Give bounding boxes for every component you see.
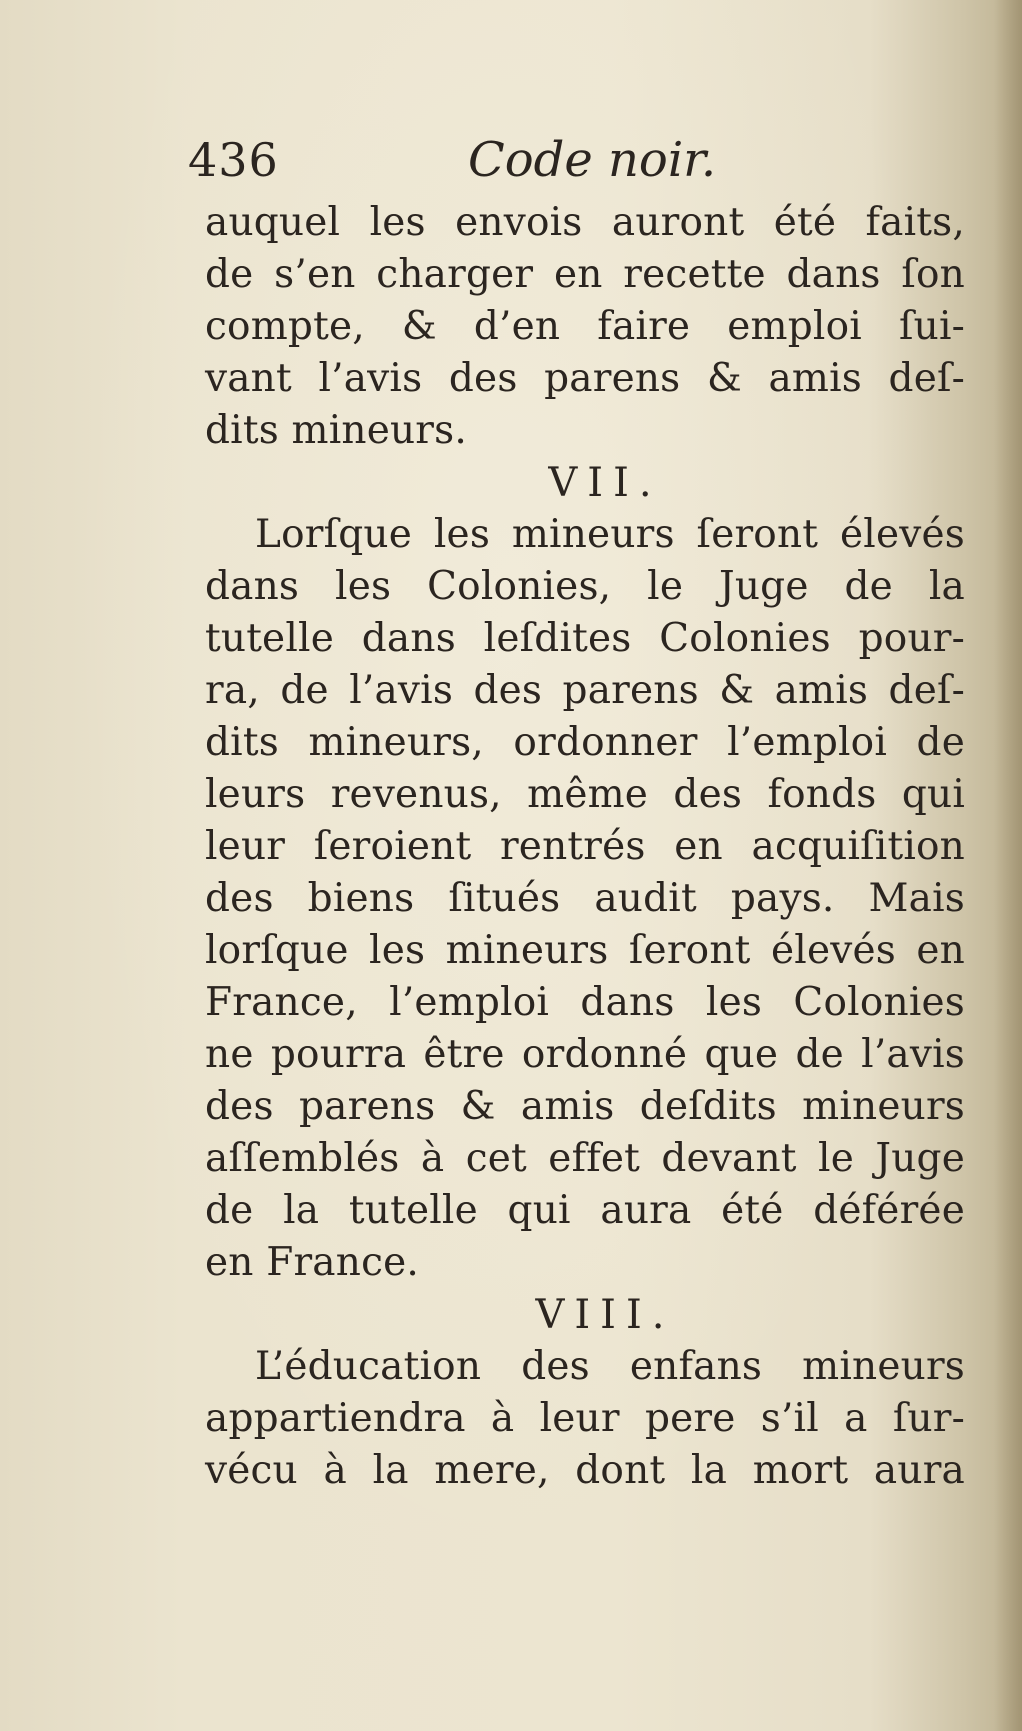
running-title: Code noir. xyxy=(468,132,717,188)
text-line: dits mineurs. xyxy=(205,408,467,453)
text-line: de s’en charger en recette dans ſon xyxy=(205,252,965,297)
text-line: auquel les envois auront été faits, xyxy=(205,200,965,245)
page-number: 436 xyxy=(188,133,279,187)
article-heading-viii: VIII. xyxy=(535,1292,675,1338)
text-line: en France. xyxy=(205,1240,419,1285)
text-line: France, l’emploi dans les Colonies xyxy=(205,980,965,1025)
text-line: vécu à la mere, dont la mort aura xyxy=(205,1448,965,1493)
text-line: appartiendra à leur pere s’il a ſur- xyxy=(205,1396,965,1441)
text-line: aſſemblés à cet effet devant le Juge xyxy=(205,1136,965,1181)
text-line: de la tutelle qui aura été déférée xyxy=(205,1188,965,1233)
page-gutter-shadow xyxy=(994,0,1022,1731)
body-text xyxy=(205,197,965,1497)
article-heading-vii: VII. xyxy=(548,460,662,506)
text-line: leur ſeroient rentrés en acquiſition xyxy=(205,824,965,869)
text-line: dans les Colonies, le Juge de la xyxy=(205,564,965,609)
text-line: lorſque les mineurs ſeront élevés en xyxy=(205,928,965,973)
text-line: des parens & amis deſdits mineurs xyxy=(205,1084,965,1129)
text-line: tutelle dans leſdites Colonies pour- xyxy=(205,616,965,661)
text-line: L’éducation des enfans mineurs xyxy=(255,1344,965,1389)
text-line: leurs revenus, même des fonds qui xyxy=(205,772,965,817)
page-header xyxy=(188,125,908,195)
text-line: vant l’avis des parens & amis deſ- xyxy=(205,356,965,401)
text-line: Lorſque les mineurs ſeront élevés xyxy=(255,512,965,557)
text-line: dits mineurs, ordonner l’emploi de xyxy=(205,720,965,765)
text-line: compte, & d’en faire emploi ſui- xyxy=(205,304,965,349)
text-line: ne pourra être ordonné que de l’avis xyxy=(205,1032,965,1077)
text-line: des biens ſitués audit pays. Mais xyxy=(205,876,965,921)
text-line: ra, de l’avis des parens & amis deſ- xyxy=(205,668,965,713)
